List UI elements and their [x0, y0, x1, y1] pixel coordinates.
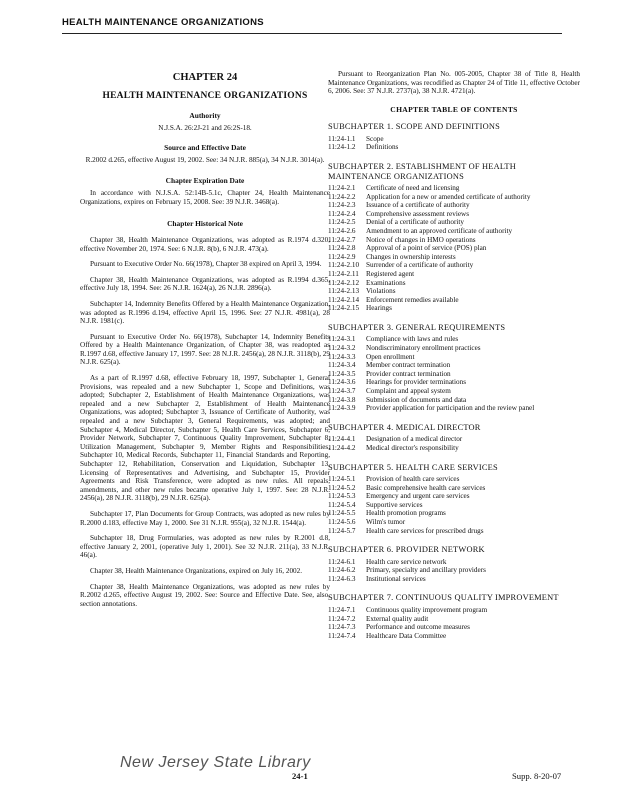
section-title: Continuous quality improvement program — [366, 605, 488, 614]
section-number: 11:24-2.1 — [328, 184, 356, 193]
section-number: 11:24-7.2 — [328, 614, 356, 623]
history-heading: Chapter Historical Note — [167, 219, 243, 229]
toc-entry — [328, 296, 580, 305]
section-title: Comprehensive assessment reviews — [366, 209, 469, 218]
section-title: Changes in ownership interests — [366, 252, 456, 261]
section-number: 11:24-6.3 — [328, 574, 356, 583]
section-title: Performance and outcome measures — [366, 623, 470, 632]
section-number: 11:24-2.15 — [328, 304, 360, 313]
section-title: Certificate of need and licensing — [366, 184, 460, 193]
section-title: Issuance of a certificate of authority — [366, 201, 470, 210]
section-number: 11:24-1.1 — [328, 134, 356, 143]
toc-entry — [328, 201, 580, 210]
section-title: Provider application for participation and the review panel — [366, 404, 535, 413]
toc-entry — [328, 353, 580, 362]
section-number: 11:24-3.8 — [328, 395, 356, 404]
toc-entry — [328, 236, 580, 245]
section-title: Surrender of a certificate of authority — [366, 261, 474, 270]
toc-entry — [328, 387, 580, 396]
section-title: Supportive services — [366, 500, 423, 509]
right-column — [328, 70, 580, 640]
section-number: 11:24-2.11 — [328, 270, 359, 278]
section-title: Medical director's responsibility — [366, 443, 459, 452]
section-title: Open enrollment — [366, 352, 415, 361]
section-title: Notice of changes in HMO operations — [366, 235, 476, 244]
section-number: 11:24-2.3 — [328, 201, 356, 210]
section-number: 11:24-7.3 — [328, 623, 356, 632]
section-title: Enforcement remedies available — [366, 295, 459, 304]
chapter-number: CHAPTER 24 — [172, 72, 238, 83]
subchapter-entries — [328, 475, 580, 535]
section-title: Approval of a point of service (POS) plan — [366, 244, 487, 253]
toc-entry — [328, 370, 580, 379]
section-number: 11:24-5.5 — [328, 509, 356, 518]
toc-heading: CHAPTER TABLE OF CONTENTS — [390, 104, 518, 114]
section-number: 11:24-5.3 — [328, 492, 356, 501]
subchapter-entries — [328, 435, 580, 452]
library-stamp: New Jersey State Library — [120, 754, 311, 771]
chapter-title: HEALTH MAINTENANCE ORGANIZATIONS — [102, 90, 308, 101]
section-number: 11:24-2.12 — [328, 278, 360, 287]
section-number: 11:24-5.2 — [328, 483, 356, 492]
section-number: 11:24-2.13 — [328, 287, 360, 296]
section-number: 11:24-5.1 — [328, 475, 356, 483]
toc-entry — [328, 193, 580, 202]
running-head: HEALTH MAINTENANCE ORGANIZATIONS — [62, 17, 264, 28]
toc-entry — [328, 606, 580, 615]
toc-entry — [328, 184, 580, 193]
section-number: 11:24-7.4 — [328, 631, 356, 640]
history-paragraph: Subchapter 14, Indemnity Benefits Offered by a Health Maintenance Organization, was adopted as R.1996 d.194, effective April 15, 1996. See: 27 N.J.R. 4981(a), 28 N.J.R. 1981(c). — [80, 299, 330, 326]
section-title: Definitions — [366, 143, 399, 152]
section-title: Provider contract termination — [366, 369, 451, 378]
history-paragraph: Pursuant to Executive Order No. 66(1978), Chapter 38 expired on April 3, 1994. — [90, 260, 322, 269]
subchapter-heading: SUBCHAPTER 7. CONTINUOUS QUALITY IMPROVEMENT — [328, 593, 559, 603]
section-number: 11:24-3.9 — [328, 404, 356, 413]
toc-entry — [328, 444, 580, 453]
section-number: 11:24-2.7 — [328, 235, 356, 244]
table-of-contents — [328, 122, 580, 640]
subchapter-entries — [328, 335, 580, 412]
section-title: Amendment to an approved certificate of authority — [366, 227, 513, 236]
section-number: 11:24-5.4 — [328, 500, 356, 509]
history-paragraph: Chapter 38, Health Maintenance Organizations, expired on July 16, 2002. — [90, 566, 303, 575]
section-number: 11:24-2.10 — [328, 261, 360, 270]
subchapter-entries — [328, 135, 580, 152]
toc-entry — [328, 335, 580, 344]
section-number: 11:24-3.2 — [328, 344, 356, 353]
section-title: Hearings — [366, 304, 392, 313]
section-number: 11:24-3.6 — [328, 378, 356, 387]
section-title: Registered agent — [366, 270, 415, 278]
toc-entry — [328, 527, 580, 536]
section-title: External quality audit — [366, 614, 429, 623]
toc-entry — [328, 304, 580, 313]
subchapter-heading: SUBCHAPTER 2. ESTABLISHMENT OF HEALTH MAINTENANCE ORGANIZATIONS — [328, 162, 516, 181]
toc-entry — [328, 509, 580, 518]
toc-entry — [328, 615, 580, 624]
subchapter-heading: SUBCHAPTER 3. GENERAL REQUIREMENTS — [328, 322, 506, 332]
section-title: Denial of a certificate of authority — [366, 218, 464, 227]
section-number: 11:24-6.1 — [328, 557, 356, 566]
toc-entry — [328, 558, 580, 567]
toc-entry — [328, 396, 580, 405]
toc-entry — [328, 253, 580, 262]
section-number: 11:24-6.2 — [328, 566, 356, 575]
section-number: 11:24-5.6 — [328, 517, 356, 526]
section-title: Scope — [366, 134, 384, 143]
toc-entry — [328, 378, 580, 387]
toc-entry — [328, 632, 580, 641]
toc-entry — [328, 518, 580, 527]
section-number: 11:24-2.9 — [328, 252, 356, 261]
section-number: 11:24-2.5 — [328, 218, 356, 227]
toc-entry — [328, 475, 580, 484]
page-number: 24-1 — [292, 771, 308, 781]
subchapter-entries — [328, 606, 580, 640]
toc-entry — [328, 404, 580, 413]
toc-entry — [328, 623, 580, 632]
section-title: Violations — [366, 287, 396, 296]
toc-entry — [328, 344, 580, 353]
section-number: 11:24-2.8 — [328, 244, 356, 253]
expiration-text: In accordance with N.J.S.A. 52:14B-5.1c, Chapter 24, Health Maintenance Organizations, expires on February 15, 2008. See: 39 N.J.R. 3468(a). — [80, 189, 330, 206]
subchapter-heading: SUBCHAPTER 1. SCOPE AND DEFINITIONS — [328, 122, 500, 132]
section-number: 11:24-2.14 — [328, 295, 360, 304]
toc-entry — [328, 575, 580, 584]
section-number: 11:24-3.3 — [328, 352, 356, 361]
section-title: Wilm's tumor — [366, 517, 406, 526]
section-title: Primary, specialty and ancillary providers — [366, 566, 486, 575]
toc-entry — [328, 501, 580, 510]
toc-entry — [328, 484, 580, 493]
toc-entry — [328, 227, 580, 236]
section-title: Member contract termination — [366, 361, 451, 370]
section-number: 11:24-7.1 — [328, 605, 356, 614]
expiration-heading: Chapter Expiration Date — [165, 175, 245, 185]
history-paragraph: Chapter 38, Health Maintenance Organizations, was adopted as new rules by R.2002 d.265, effective August 19, 2002. See: Source and Effective Date. See, also, section annotations. — [80, 582, 330, 608]
section-title: Application for a new or amended certificate of authority — [366, 192, 531, 201]
section-title: Health promotion programs — [366, 509, 446, 518]
section-number: 11:24-3.7 — [328, 387, 356, 396]
source-text: R.2002 d.265, effective August 19, 2002. See: 34 N.J.R. 885(a), 34 N.J.R. 3014(a). — [85, 155, 325, 164]
section-title: Complaint and appeal system — [366, 387, 451, 396]
section-title: Provision of health care services — [366, 475, 460, 483]
section-title: Healthcare Data Committee — [366, 631, 447, 640]
section-number: 11:24-2.6 — [328, 227, 356, 236]
section-number: 11:24-3.4 — [328, 361, 356, 370]
section-title: Health care services for prescribed drugs — [366, 526, 484, 535]
section-number: 11:24-2.2 — [328, 192, 356, 201]
left-column — [80, 70, 330, 608]
history-paragraph: Chapter 38, Health Maintenance Organizations, was adopted as R.1974 d.320, effective November 20, 1974. See: 6 N.J.R. 8(b), 6 N.J.R. 473(a). — [80, 235, 330, 253]
toc-entry — [328, 279, 580, 288]
section-title: Compliance with laws and rules — [366, 335, 459, 344]
toc-entry — [328, 218, 580, 227]
section-title: Designation of a medical director — [366, 435, 463, 444]
history-notes — [80, 236, 330, 608]
toc-entry — [328, 143, 580, 152]
section-title: Submission of documents and data — [366, 395, 467, 404]
subchapter-heading: SUBCHAPTER 6. PROVIDER NETWORK — [328, 545, 485, 555]
subchapter-entries — [328, 184, 580, 313]
authority-text: N.J.S.A. 26:2J-21 and 26:2S-18. — [158, 123, 252, 132]
toc-entry — [328, 435, 580, 444]
section-number: 11:24-4.1 — [328, 435, 356, 444]
section-number: 11:24-2.4 — [328, 209, 356, 218]
section-title: Emergency and urgent care services — [366, 492, 470, 501]
recodification-note: Pursuant to Reorganization Plan No. 005-2005, Chapter 38 of Title 8, Health Maintenance Organizations, was recodified as Chapter 24 of Title 11, effective October 6, 2006. See: 37 N.J.R. 2737(a), 38 N.J.R. 4721(a). — [328, 70, 580, 96]
toc-entry — [328, 492, 580, 501]
toc-entry — [328, 244, 580, 253]
history-paragraph: Subchapter 18, Drug Formularies, was adopted as new rules by R.2001 d.8, effective January 2, 2001, (operative July 1, 2001). See 32 N.J.R. 211(a), 33 N.J.R. 46(a). — [80, 534, 330, 560]
section-title: Basic comprehensive health care services — [366, 483, 486, 492]
toc-entry — [328, 566, 580, 575]
authority-heading: Authority — [189, 111, 221, 121]
section-number: 11:24-1.2 — [328, 143, 356, 152]
subchapter-heading: SUBCHAPTER 4. MEDICAL DIRECTOR — [328, 422, 481, 432]
history-paragraph: As a part of R.1997 d.68, effective February 18, 1997, Subchapter 1, General Provisions, was repealed and a new Subchapter 1, Scope and Definitions, was adopted; Subchapter 2, Establishment of Health Maintenance Organizations, was repealed and a new Subchapter 2, Establishment of Health Maintenance Organizations, was adopted; Subchapter 3, Issuance of Certificate of Authority, was repealed and a new Subchapter 3, General Requirements, was adopted; and Subchapter 4, Medical Director, Subchapter 5, Health Care Services, Subchapter 6, Provider Network, Subchapter 7, Continuous Quality Improvement, Subchapter 8, Utilization Management, Subchapter 9, Member Rights and Responsibilities, Subchapter 10, Medical Records, Subchapter 11, Financial Standards and Reporting, Subchapter 12, Rehabilitation, Conservation and Liquidation, Subchapter 13, Licensing of Representatives and Advertising, and Subchapter 15, Provider Agreements and Risk Transference, were adopted as new rules. All repeals, amendments, and other new rules became operative July 1, 1997. See: 28 N.J.R. 2456(a), 28 N.J.R. 3118(b), 29 N.J.R. 625(a). — [80, 374, 330, 503]
header-rule — [62, 33, 562, 34]
section-title: Nondiscriminatory enrollment practices — [366, 344, 481, 353]
toc-entry — [328, 135, 580, 144]
toc-entry — [328, 287, 580, 296]
section-number: 11:24-4.2 — [328, 443, 356, 452]
section-number: 11:24-3.5 — [328, 369, 356, 378]
history-paragraph: Pursuant to Executive Order No. 66(1978), Subchapter 14, Indemnity Benefits Offered by a Health Maintenance Organization, of Chapter 38, was readopted as R.1997 d.68, effective January 17, 1997. See: 28 N.J.R. 2456(a), 28 N.J.R. 3118(b), 29 N.J.R. 625(a). — [80, 332, 330, 367]
history-paragraph: Chapter 38, Health Maintenance Organizations, was adopted as R.1994 d.365, effective July 18, 1994. See: 26 N.J.R. 1624(a), 26 N.J.R. 2896(a). — [80, 275, 330, 293]
section-number: 11:24-3.1 — [328, 335, 356, 344]
section-number: 11:24-5.7 — [328, 526, 356, 535]
subchapter-heading: SUBCHAPTER 5. HEALTH CARE SERVICES — [328, 462, 498, 472]
source-heading: Source and Effective Date — [164, 143, 246, 153]
section-title: Institutional services — [366, 574, 426, 583]
section-title: Health care service network — [366, 557, 447, 566]
toc-entry — [328, 361, 580, 370]
toc-entry — [328, 261, 580, 270]
subchapter-entries — [328, 558, 580, 584]
toc-entry — [328, 270, 580, 279]
section-title: Hearings for provider terminations — [366, 378, 466, 387]
toc-entry — [328, 210, 580, 219]
supplement-date: Supp. 8-20-07 — [512, 771, 562, 781]
section-title: Examinations — [366, 278, 406, 287]
history-paragraph: Subchapter 17, Plan Documents for Group Contracts, was adopted as new rules by R.2000 d.183, effective May 1, 2000. See 31 N.J.R. 955(a), 32 N.J.R. 1544(a). — [80, 509, 330, 527]
